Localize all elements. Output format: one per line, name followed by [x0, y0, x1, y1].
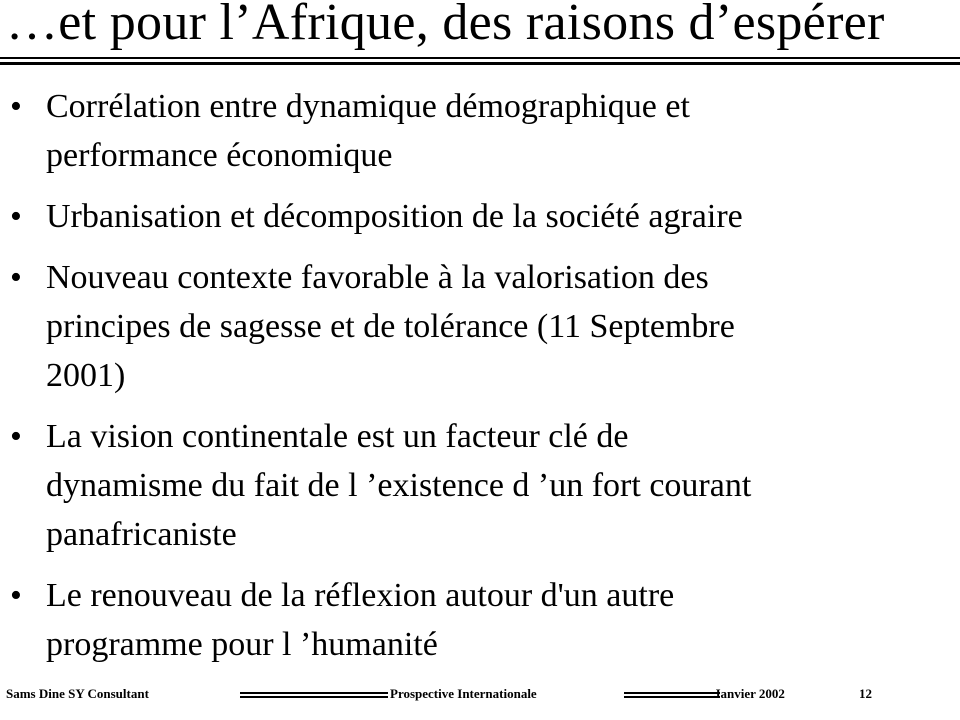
bullet-text-line: Nouveau contexte favorable à la valorisation des	[46, 259, 709, 296]
footer-author: Sams Dine SY Consultant	[6, 686, 149, 701]
bullet-icon: •	[10, 418, 22, 455]
footer-divider	[624, 692, 720, 694]
bullet-text-line: Urbanisation et décomposition de la société agraire	[46, 198, 743, 235]
bullet-text-line: Le renouveau de la réflexion autour d'un autre	[46, 577, 675, 614]
bullet-list	[0, 82, 960, 681]
page-number: 12	[859, 686, 872, 701]
bullet-text-line: programme pour l ’humanité	[46, 626, 438, 663]
bullet-item	[0, 571, 960, 669]
bullet-text-line: Corrélation entre dynamique démographique et	[46, 88, 690, 125]
title-underline	[0, 57, 960, 59]
bullet-text-line: panafricaniste	[46, 516, 237, 553]
footer-divider	[240, 692, 388, 694]
bullet-icon: •	[10, 88, 22, 125]
footer	[0, 686, 960, 706]
bullet-item	[0, 253, 960, 400]
bullet-item	[0, 82, 960, 180]
bullet-text-line: performance économique	[46, 137, 393, 174]
bullet-text-line: La vision continentale est un facteur clé de	[46, 418, 629, 455]
bullet-text-line: dynamisme du fait de l ’existence d ’un fort courant	[46, 467, 752, 504]
bullet-item	[0, 192, 960, 241]
bullet-text-line: 2001)	[46, 357, 126, 394]
bullet-icon: •	[10, 577, 22, 614]
bullet-icon: •	[10, 259, 22, 296]
footer-divider	[624, 696, 720, 698]
slide-title: …et pour l’Afrique, des raisons d’espérer	[6, 0, 885, 51]
footer-center-label: Prospective Internationale	[390, 686, 537, 701]
bullet-item	[0, 412, 960, 559]
bullet-icon: •	[10, 198, 22, 235]
footer-divider	[240, 696, 388, 698]
title-underline-thick	[0, 62, 960, 65]
bullet-text-line: principes de sagesse et de tolérance (11 Septembre	[46, 308, 735, 345]
footer-date: Janvier 2002	[714, 686, 785, 701]
